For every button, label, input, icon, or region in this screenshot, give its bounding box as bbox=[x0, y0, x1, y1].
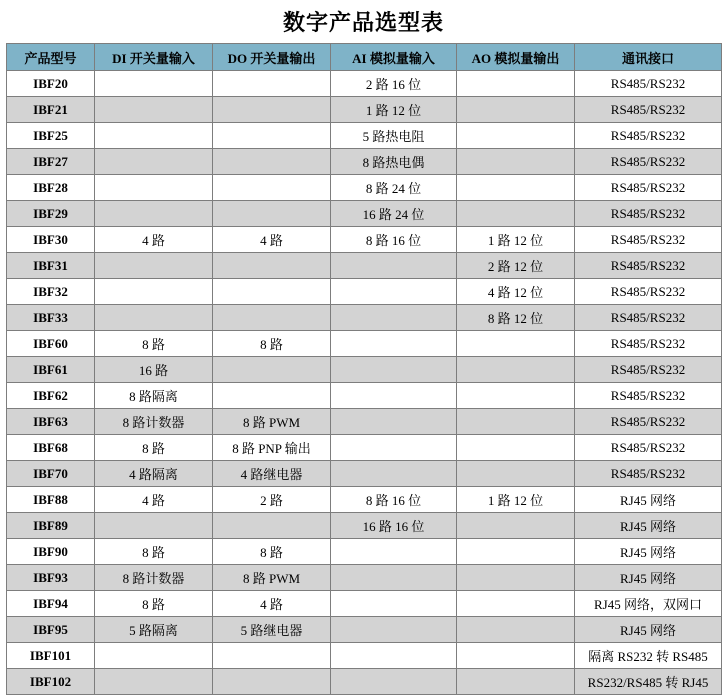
cell-ao bbox=[457, 539, 575, 565]
table-row bbox=[7, 227, 722, 253]
cell-ai bbox=[331, 669, 457, 695]
cell-ao bbox=[457, 409, 575, 435]
cell-ao bbox=[457, 149, 575, 175]
cell-model: IBF94 bbox=[7, 591, 95, 617]
cell-do: 5 路继电器 bbox=[213, 617, 331, 643]
cell-di bbox=[95, 123, 213, 149]
cell-ai: 1 路 12 位 bbox=[331, 97, 457, 123]
cell-comm: RS485/RS232 bbox=[575, 201, 722, 227]
cell-model: IBF89 bbox=[7, 513, 95, 539]
cell-ai bbox=[331, 461, 457, 487]
cell-ai: 8 路热电偶 bbox=[331, 149, 457, 175]
cell-ao bbox=[457, 357, 575, 383]
cell-model: IBF20 bbox=[7, 71, 95, 97]
cell-model: IBF102 bbox=[7, 669, 95, 695]
cell-ao bbox=[457, 565, 575, 591]
cell-do bbox=[213, 123, 331, 149]
cell-ai bbox=[331, 565, 457, 591]
cell-do bbox=[213, 357, 331, 383]
cell-di bbox=[95, 201, 213, 227]
cell-comm: RS485/RS232 bbox=[575, 175, 722, 201]
cell-ai: 2 路 16 位 bbox=[331, 71, 457, 97]
cell-do: 4 路 bbox=[213, 591, 331, 617]
product-selection-table bbox=[6, 43, 722, 695]
column-header-di: DI 开关量输入 bbox=[95, 44, 213, 71]
table-body bbox=[7, 71, 722, 695]
cell-do: 8 路 PNP 输出 bbox=[213, 435, 331, 461]
cell-ao bbox=[457, 383, 575, 409]
cell-comm: RJ45 网络 bbox=[575, 617, 722, 643]
cell-do bbox=[213, 279, 331, 305]
cell-comm: RS485/RS232 bbox=[575, 149, 722, 175]
column-header-do: DO 开关量输出 bbox=[213, 44, 331, 71]
cell-model: IBF28 bbox=[7, 175, 95, 201]
table-row bbox=[7, 591, 722, 617]
column-header-ao: AO 模拟量输出 bbox=[457, 44, 575, 71]
table-row bbox=[7, 565, 722, 591]
table-row bbox=[7, 71, 722, 97]
cell-do bbox=[213, 383, 331, 409]
cell-ai: 8 路 16 位 bbox=[331, 487, 457, 513]
cell-di bbox=[95, 513, 213, 539]
cell-ai: 8 路 16 位 bbox=[331, 227, 457, 253]
cell-comm: RS485/RS232 bbox=[575, 97, 722, 123]
cell-comm: 隔离 RS232 转 RS485 bbox=[575, 643, 722, 669]
cell-model: IBF30 bbox=[7, 227, 95, 253]
table-row bbox=[7, 331, 722, 357]
cell-ao bbox=[457, 331, 575, 357]
cell-di bbox=[95, 97, 213, 123]
cell-model: IBF93 bbox=[7, 565, 95, 591]
cell-di: 5 路隔离 bbox=[95, 617, 213, 643]
cell-di bbox=[95, 669, 213, 695]
cell-ao: 1 路 12 位 bbox=[457, 227, 575, 253]
cell-comm: RS485/RS232 bbox=[575, 383, 722, 409]
cell-ai bbox=[331, 643, 457, 669]
cell-di: 8 路 bbox=[95, 331, 213, 357]
cell-ao bbox=[457, 97, 575, 123]
cell-ao: 2 路 12 位 bbox=[457, 253, 575, 279]
table-row bbox=[7, 357, 722, 383]
cell-do: 8 路 bbox=[213, 331, 331, 357]
cell-do: 4 路继电器 bbox=[213, 461, 331, 487]
page-title: 数字产品选型表 bbox=[282, 10, 444, 35]
cell-do bbox=[213, 253, 331, 279]
cell-model: IBF95 bbox=[7, 617, 95, 643]
cell-comm: RJ45 网络 bbox=[575, 539, 722, 565]
cell-comm: RS485/RS232 bbox=[575, 409, 722, 435]
column-header-comm: 通讯接口 bbox=[575, 44, 722, 71]
cell-ai bbox=[331, 253, 457, 279]
cell-model: IBF33 bbox=[7, 305, 95, 331]
cell-model: IBF61 bbox=[7, 357, 95, 383]
cell-comm: RJ45 网络，双网口 bbox=[575, 591, 722, 617]
cell-do bbox=[213, 513, 331, 539]
cell-di: 8 路 bbox=[95, 591, 213, 617]
cell-di: 4 路隔离 bbox=[95, 461, 213, 487]
cell-ao bbox=[457, 513, 575, 539]
cell-ao bbox=[457, 643, 575, 669]
cell-ai bbox=[331, 279, 457, 305]
cell-ai: 16 路 16 位 bbox=[331, 513, 457, 539]
cell-model: IBF101 bbox=[7, 643, 95, 669]
cell-ai bbox=[331, 435, 457, 461]
cell-comm: RS485/RS232 bbox=[575, 461, 722, 487]
cell-ai: 5 路热电阻 bbox=[331, 123, 457, 149]
cell-model: IBF60 bbox=[7, 331, 95, 357]
cell-di: 8 路 bbox=[95, 435, 213, 461]
cell-do bbox=[213, 201, 331, 227]
cell-ao bbox=[457, 175, 575, 201]
table-row bbox=[7, 669, 722, 695]
table-row bbox=[7, 149, 722, 175]
cell-ao bbox=[457, 435, 575, 461]
cell-comm: RS485/RS232 bbox=[575, 253, 722, 279]
cell-comm: RS232/RS485 转 RJ45 bbox=[575, 669, 722, 695]
cell-do bbox=[213, 97, 331, 123]
cell-ao bbox=[457, 461, 575, 487]
cell-model: IBF68 bbox=[7, 435, 95, 461]
cell-comm: RS485/RS232 bbox=[575, 71, 722, 97]
cell-do bbox=[213, 643, 331, 669]
cell-do bbox=[213, 305, 331, 331]
cell-comm: RJ45 网络 bbox=[575, 487, 722, 513]
table-header-row bbox=[7, 44, 722, 71]
cell-model: IBF27 bbox=[7, 149, 95, 175]
cell-model: IBF25 bbox=[7, 123, 95, 149]
cell-comm: RJ45 网络 bbox=[575, 513, 722, 539]
table-row bbox=[7, 461, 722, 487]
table-row bbox=[7, 383, 722, 409]
cell-do: 8 路 PWM bbox=[213, 565, 331, 591]
table-row bbox=[7, 97, 722, 123]
cell-di bbox=[95, 279, 213, 305]
cell-di: 8 路 bbox=[95, 539, 213, 565]
cell-ao bbox=[457, 201, 575, 227]
cell-do: 4 路 bbox=[213, 227, 331, 253]
table-row bbox=[7, 175, 722, 201]
cell-di bbox=[95, 71, 213, 97]
cell-model: IBF62 bbox=[7, 383, 95, 409]
cell-ao bbox=[457, 123, 575, 149]
cell-di: 4 路 bbox=[95, 487, 213, 513]
table-row bbox=[7, 435, 722, 461]
cell-di bbox=[95, 149, 213, 175]
cell-di: 8 路隔离 bbox=[95, 383, 213, 409]
cell-di: 16 路 bbox=[95, 357, 213, 383]
cell-comm: RS485/RS232 bbox=[575, 357, 722, 383]
table-row bbox=[7, 253, 722, 279]
cell-comm: RS485/RS232 bbox=[575, 227, 722, 253]
table-row bbox=[7, 305, 722, 331]
cell-ai bbox=[331, 617, 457, 643]
table-row bbox=[7, 513, 722, 539]
cell-model: IBF21 bbox=[7, 97, 95, 123]
cell-do: 2 路 bbox=[213, 487, 331, 513]
cell-do bbox=[213, 669, 331, 695]
cell-do: 8 路 PWM bbox=[213, 409, 331, 435]
cell-di: 4 路 bbox=[95, 227, 213, 253]
column-header-model: 产品型号 bbox=[7, 44, 95, 71]
cell-model: IBF32 bbox=[7, 279, 95, 305]
cell-ai bbox=[331, 539, 457, 565]
cell-ao bbox=[457, 591, 575, 617]
cell-ai: 8 路 24 位 bbox=[331, 175, 457, 201]
cell-ai bbox=[331, 331, 457, 357]
table-row bbox=[7, 123, 722, 149]
cell-ao: 4 路 12 位 bbox=[457, 279, 575, 305]
table-row bbox=[7, 409, 722, 435]
cell-comm: RS485/RS232 bbox=[575, 123, 722, 149]
table-row bbox=[7, 201, 722, 227]
cell-comm: RS485/RS232 bbox=[575, 305, 722, 331]
cell-ao: 1 路 12 位 bbox=[457, 487, 575, 513]
cell-di bbox=[95, 253, 213, 279]
cell-ao bbox=[457, 617, 575, 643]
cell-ao bbox=[457, 669, 575, 695]
table-row bbox=[7, 279, 722, 305]
cell-comm: RJ45 网络 bbox=[575, 565, 722, 591]
column-header-ai: AI 模拟量输入 bbox=[331, 44, 457, 71]
table-row bbox=[7, 487, 722, 513]
table-row bbox=[7, 539, 722, 565]
cell-ai bbox=[331, 383, 457, 409]
cell-ao: 8 路 12 位 bbox=[457, 305, 575, 331]
cell-do: 8 路 bbox=[213, 539, 331, 565]
cell-do bbox=[213, 71, 331, 97]
cell-model: IBF70 bbox=[7, 461, 95, 487]
cell-ai bbox=[331, 591, 457, 617]
cell-model: IBF63 bbox=[7, 409, 95, 435]
cell-model: IBF29 bbox=[7, 201, 95, 227]
cell-do bbox=[213, 175, 331, 201]
cell-model: IBF90 bbox=[7, 539, 95, 565]
cell-ai bbox=[331, 305, 457, 331]
cell-ao bbox=[457, 71, 575, 97]
cell-model: IBF88 bbox=[7, 487, 95, 513]
cell-di bbox=[95, 175, 213, 201]
table-row bbox=[7, 643, 722, 669]
cell-di bbox=[95, 305, 213, 331]
cell-di bbox=[95, 643, 213, 669]
cell-model: IBF31 bbox=[7, 253, 95, 279]
cell-do bbox=[213, 149, 331, 175]
table-row bbox=[7, 617, 722, 643]
table-header bbox=[7, 44, 722, 71]
cell-comm: RS485/RS232 bbox=[575, 279, 722, 305]
cell-ai: 16 路 24 位 bbox=[331, 201, 457, 227]
cell-di: 8 路计数器 bbox=[95, 565, 213, 591]
cell-di: 8 路计数器 bbox=[95, 409, 213, 435]
cell-comm: RS485/RS232 bbox=[575, 435, 722, 461]
cell-ai bbox=[331, 409, 457, 435]
cell-comm: RS485/RS232 bbox=[575, 331, 722, 357]
cell-ai bbox=[331, 357, 457, 383]
